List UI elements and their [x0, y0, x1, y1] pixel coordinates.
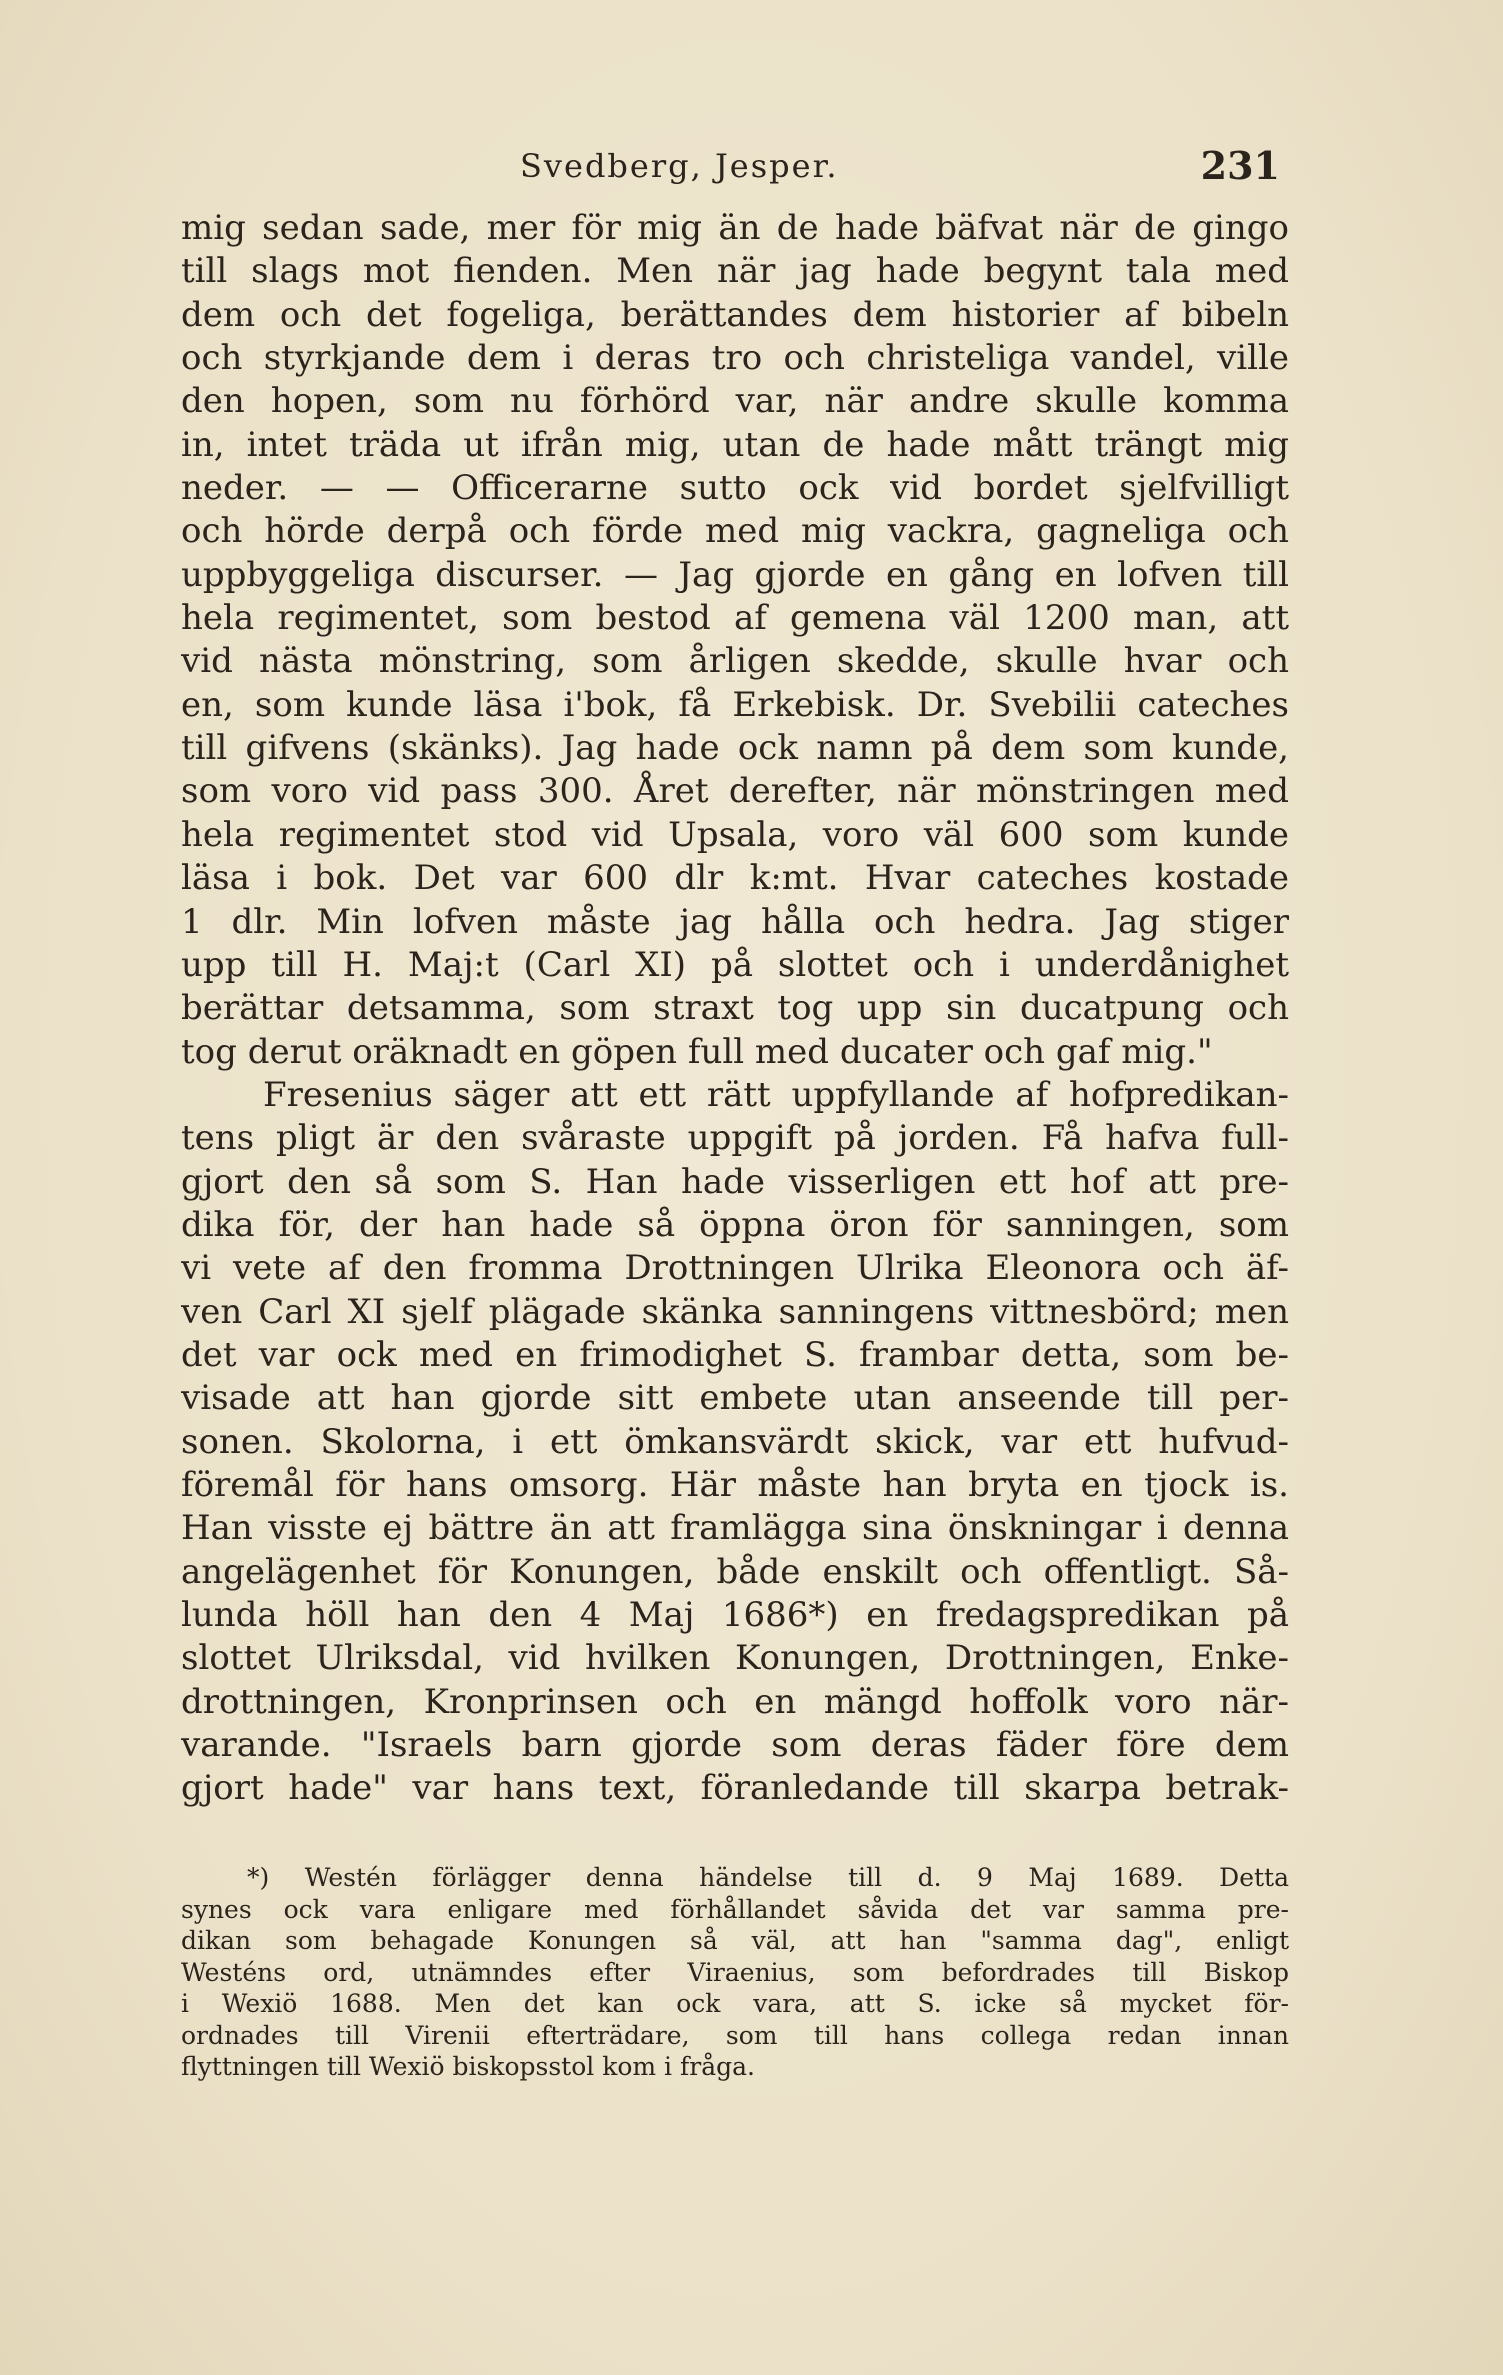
paragraph-first-line: Fresenius säger att ett rätt uppfyllande af hofpredikan- [263, 1074, 1289, 1115]
footnote-last-line: flyttningen till Wexiö biskopsstol kom i fråga. [181, 2052, 755, 2081]
text-line: och hörde derpå och förde med mig vackra, gagneliga och [181, 511, 1289, 552]
text-line: uppbyggeliga discurser. — Jag gjorde en gång en lofven till [181, 554, 1289, 595]
text-line: föremål för hans omsorg. Här måste han bryta en tjock is. [181, 1464, 1289, 1505]
text-line: 1 dlr. Min lofven måste jag hålla och hedra. Jag stiger [181, 901, 1289, 942]
text-line: Han visste ej bättre än att framlägga sina önskningar i denna [181, 1508, 1289, 1549]
text-line: dem och det fogeliga, berättandes dem historier af bibeln [181, 294, 1289, 335]
paragraph-end-line: tog derut oräknadt en göpen full med ducater och gaf mig." [181, 1031, 1213, 1072]
text-line: varande. "Israels barn gjorde som deras fäder före dem [181, 1725, 1289, 1766]
footnote [181, 1862, 1289, 2083]
text-line: det var ock med en frimodighet S. frambar detta, som be- [181, 1334, 1289, 1375]
text-line: den hopen, som nu förhörd var, när andre skulle komma [181, 381, 1289, 422]
text-line: slottet Ulriksdal, vid hvilken Konungen, Drottningen, Enke- [181, 1638, 1289, 1679]
text-line: gjort hade" var hans text, föranledande till skarpa betrak- [181, 1768, 1289, 1809]
text-line: till gifvens (skänks). Jag hade ock namn på dem som kunde, [181, 728, 1289, 769]
text-line: upp till H. Maj:t (Carl XI) på slottet och i underdånighet [181, 944, 1289, 985]
body-text [181, 207, 1289, 1811]
text-line: läsa i bok. Det var 600 dlr k:mt. Hvar cateches kostade [181, 858, 1289, 899]
text-line: som voro vid pass 300. Året derefter, när mönstringen med [181, 771, 1289, 812]
text-line: en, som kunde läsa i'bok, få Erkebisk. Dr. Svebilii cateches [181, 684, 1289, 725]
footnote-line: i Wexiö 1688. Men det kan ock vara, att S. icke så mycket för- [181, 1989, 1289, 2018]
text-line: till slags mot fienden. Men när jag hade begynt tala med [181, 251, 1289, 292]
text-line: dika för, der han hade så öppna öron för sanningen, som [181, 1204, 1289, 1245]
text-line: vi vete af den fromma Drottningen Ulrika Eleonora och äf- [181, 1248, 1289, 1289]
text-line: och styrkjande dem i deras tro och christeliga vandel, ville [181, 338, 1289, 379]
text-line: angelägenhet för Konungen, både enskilt och offentligt. Så- [181, 1551, 1289, 1592]
text-line: sonen. Skolorna, i ett ömkansvärdt skick, var ett hufvud- [181, 1421, 1289, 1462]
text-line: visade att han gjorde sitt embete utan anseende till per- [181, 1378, 1289, 1419]
footnote-line: synes ock vara enligare med förhållandet såvida det var samma pre- [181, 1894, 1289, 1924]
footnote-first-line: *) Westén förlägger denna händelse till d. 9 Maj 1689. Detta [247, 1863, 1289, 1892]
footnote-line: ordnades till Virenii efterträdare, som till hans collega redan innan [181, 2020, 1289, 2050]
text-line: drottningen, Kronprinsen och en mängd hoffolk voro när- [181, 1681, 1289, 1722]
text-line: mig sedan sade, mer för mig än de hade bäfvat när de gingo [181, 208, 1289, 248]
footnote-line: dikan som behagade Konungen så väl, att han "samma dag", enligt [181, 1926, 1289, 1955]
text-line: gjort den så som S. Han hade visserligen ett hof att pre- [181, 1161, 1289, 1202]
text-line: vid nästa mönstring, som årligen skedde, skulle hvar och [181, 641, 1289, 682]
text-line: hela regimentet stod vid Upsala, voro väl 600 som kunde [181, 814, 1289, 855]
text-line: hela regimentet, som bestod af gemena väl 1200 man, att [181, 598, 1289, 639]
text-line: neder. — — Officerarne sutto ock vid bordet sjelfvilligt [181, 468, 1289, 509]
text-line: lunda höll han den 4 Maj 1686*) en fredagspredikan på [181, 1595, 1289, 1635]
text-line: ven Carl XI sjelf plägade skänka sanningens vittnesbörd; men [181, 1291, 1289, 1332]
text-line: tens pligt är den svåraste uppgift på jorden. Få hafva full- [181, 1118, 1289, 1159]
text-line: in, intet träda ut ifrån mig, utan de hade mått trängt mig [181, 424, 1289, 465]
running-head: Svedberg, Jesper. [520, 147, 839, 185]
text-line: berättar detsamma, som straxt tog upp sin ducatpung och [181, 988, 1289, 1029]
footnote-line: Westéns ord, utnämndes efter Viraenius, som befordrades till Biskop [181, 1957, 1289, 1987]
page-number: 231 [1200, 143, 1280, 188]
page-header [180, 143, 1280, 193]
